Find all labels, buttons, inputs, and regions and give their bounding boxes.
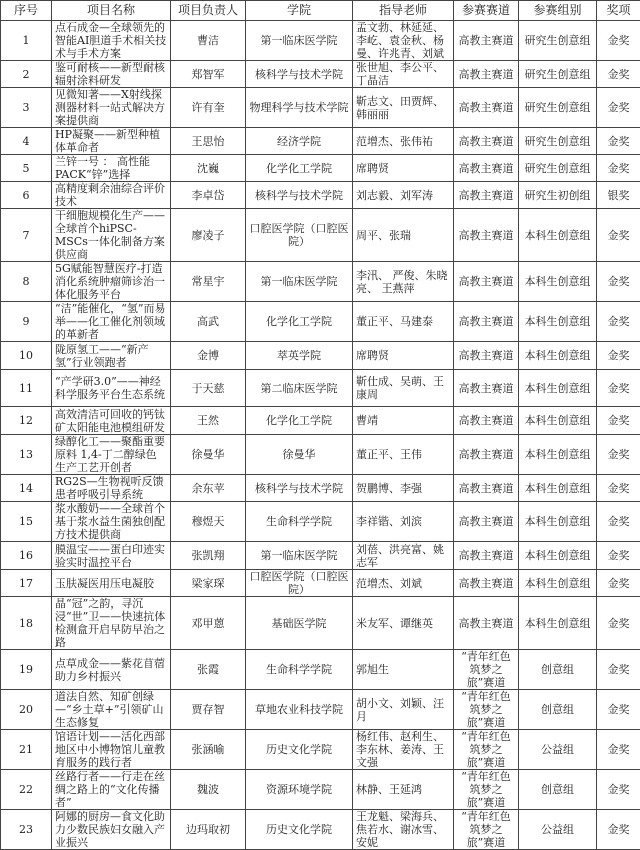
- cell-leader: 余东苹: [171, 475, 246, 502]
- cell-leader: 穆煜天: [171, 502, 246, 542]
- cell-index: 23: [1, 810, 52, 850]
- cell-group: 本科生创意组: [519, 435, 597, 475]
- cell-project-name: 绿醇化工——聚酯重要原料 1,4-丁二醇绿色生产工艺开创者: [52, 435, 171, 475]
- cell-index: 6: [1, 182, 52, 209]
- cell-leader: 金博: [171, 342, 246, 370]
- header-leader: 项目负责人: [171, 1, 246, 21]
- cell-award: 金奖: [597, 302, 640, 342]
- cell-group: 创意组: [519, 650, 597, 690]
- cell-group: 本科生创意组: [519, 302, 597, 342]
- cell-group: 创意组: [519, 770, 597, 810]
- cell-college: 资源环境学院: [246, 770, 353, 810]
- cell-group: 本科生创意组: [519, 597, 597, 650]
- table-row: [1, 542, 640, 570]
- table-row: [1, 502, 640, 542]
- cell-college: 草地农业科技学院: [246, 690, 353, 730]
- cell-track: 高教主赛道: [454, 302, 519, 342]
- cell-leader: 李卓岱: [171, 182, 246, 209]
- cell-leader: 许有奎: [171, 88, 246, 128]
- cell-index: 3: [1, 88, 52, 128]
- cell-college: 历史文化学院: [246, 730, 353, 770]
- cell-college: 基础医学院: [246, 597, 353, 650]
- cell-award: 金奖: [597, 61, 640, 88]
- cell-leader: 沈巍: [171, 155, 246, 182]
- cell-project-name: 道法自然、知矿创绿—“乡土草+”引领矿山生态修复: [52, 690, 171, 730]
- cell-college: 化学化工学院: [246, 155, 353, 182]
- header-project-name: 项目名称: [52, 1, 171, 21]
- cell-advisors: 李祥锴、刘滨: [353, 502, 454, 542]
- cell-college: 徐曼华: [246, 435, 353, 475]
- cell-leader: 王然: [171, 407, 246, 435]
- table-row: [1, 475, 640, 502]
- cell-advisors: 曹靖: [353, 407, 454, 435]
- cell-group: 本科生创意组: [519, 209, 597, 262]
- cell-college: 核科学与技术学院: [246, 475, 353, 502]
- table-row: [1, 302, 640, 342]
- cell-group: 公益组: [519, 730, 597, 770]
- cell-group: 本科生创意组: [519, 342, 597, 370]
- cell-award: 金奖: [597, 128, 640, 155]
- cell-leader: 张霞: [171, 650, 246, 690]
- cell-leader: 张凯翔: [171, 542, 246, 570]
- table-row: [1, 128, 640, 155]
- cell-index: 11: [1, 370, 52, 407]
- cell-project-name: “洁”能催化，“氢”而易举——化工催化剂领域的革新者: [52, 302, 171, 342]
- cell-project-name: 馆语计划——活化西部地区中小博物馆儿童教育服务的践行者: [52, 730, 171, 770]
- table-header-row: [1, 1, 640, 21]
- cell-leader: 郑智军: [171, 61, 246, 88]
- cell-project-name: 玉肤凝医用压电凝胶: [52, 570, 171, 597]
- cell-leader: 王思怡: [171, 128, 246, 155]
- cell-index: 7: [1, 209, 52, 262]
- table-row: [1, 650, 640, 690]
- cell-college: 核科学与技术学院: [246, 61, 353, 88]
- cell-award: 金奖: [597, 407, 640, 435]
- cell-project-name: HP凝聚——新型种植体革命者: [52, 128, 171, 155]
- cell-project-name: 晶“冠”之韵，寻沉浸“世”卫——快速抗体检测盒开启早防早治之路: [52, 597, 171, 650]
- cell-award: 银奖: [597, 182, 640, 209]
- header-track: 参赛赛道: [454, 1, 519, 21]
- cell-college: 核科学与技术学院: [246, 182, 353, 209]
- cell-award: 金奖: [597, 542, 640, 570]
- cell-group: 研究生创意组: [519, 155, 597, 182]
- cell-advisors: 杨红伟、赵利生、李东林、姜涛、王文强: [353, 730, 454, 770]
- cell-leader: 曹洁: [171, 21, 246, 61]
- cell-college: 化学化工学院: [246, 302, 353, 342]
- cell-leader: 于天慈: [171, 370, 246, 407]
- header-group: 参赛组别: [519, 1, 597, 21]
- cell-index: 2: [1, 61, 52, 88]
- cell-project-name: 膜温宝——蛋白印迹实验实时温控平台: [52, 542, 171, 570]
- cell-group: 本科生创意组: [519, 502, 597, 542]
- cell-project-name: 鉴可耐核——新型耐核辐射涂料研发: [52, 61, 171, 88]
- cell-group: 研究生初创组: [519, 182, 597, 209]
- cell-award: 金奖: [597, 730, 640, 770]
- cell-college: 口腔医学院（口腔医院）: [246, 209, 353, 262]
- table-row: [1, 407, 640, 435]
- cell-index: 1: [1, 21, 52, 61]
- cell-project-name: 高精度剩余油综合评价技术: [52, 182, 171, 209]
- cell-project-name: 陇原氢工——“新产氢”行业领跑者: [52, 342, 171, 370]
- cell-award: 金奖: [597, 810, 640, 850]
- cell-advisors: 范增杰、张伟祐: [353, 128, 454, 155]
- cell-track: 高教主赛道: [454, 407, 519, 435]
- cell-track: 高教主赛道: [454, 182, 519, 209]
- cell-project-name: 干细胞规模化生产——全球首个hiPSC-MSCs一体化制备方案供应商: [52, 209, 171, 262]
- cell-track: 高教主赛道: [454, 128, 519, 155]
- cell-track: “青年红色筑梦之旅”赛道: [454, 690, 519, 730]
- cell-advisors: 董正平、马建泰: [353, 302, 454, 342]
- cell-advisors: 席聘贤: [353, 342, 454, 370]
- cell-advisors: 席聘贤: [353, 155, 454, 182]
- cell-group: 公益组: [519, 810, 597, 850]
- cell-award: 金奖: [597, 342, 640, 370]
- cell-track: 高教主赛道: [454, 21, 519, 61]
- cell-track: “青年红色筑梦之旅”赛道: [454, 730, 519, 770]
- table-row: [1, 770, 640, 810]
- cell-index: 10: [1, 342, 52, 370]
- cell-award: 金奖: [597, 475, 640, 502]
- cell-advisors: 林静、王延鸿: [353, 770, 454, 810]
- cell-leader: 贾存智: [171, 690, 246, 730]
- cell-track: 高教主赛道: [454, 342, 519, 370]
- cell-index: 15: [1, 502, 52, 542]
- cell-college: 萃英学院: [246, 342, 353, 370]
- table-row: [1, 182, 640, 209]
- cell-leader: 徐曼华: [171, 435, 246, 475]
- table-row: [1, 262, 640, 302]
- table-row: [1, 88, 640, 128]
- cell-advisors: 刘蓓、洪亮富、姚志军: [353, 542, 454, 570]
- cell-track: 高教主赛道: [454, 262, 519, 302]
- cell-award: 金奖: [597, 209, 640, 262]
- table-row: [1, 209, 640, 262]
- cell-college: 第二临床医学院: [246, 370, 353, 407]
- cell-group: 本科生创意组: [519, 570, 597, 597]
- cell-index: 9: [1, 302, 52, 342]
- cell-track: 高教主赛道: [454, 435, 519, 475]
- cell-index: 18: [1, 597, 52, 650]
- table-row: [1, 435, 640, 475]
- cell-college: 第一临床医学院: [246, 542, 353, 570]
- cell-advisors: 贺鹏博、李强: [353, 475, 454, 502]
- cell-project-name: 5G赋能智慧医疗-打造消化系统肿瘤筛诊治一体化服务平台: [52, 262, 171, 302]
- cell-award: 金奖: [597, 597, 640, 650]
- cell-advisors: 靳志文、田贾辉、韩丽丽: [353, 88, 454, 128]
- table-row: [1, 570, 640, 597]
- cell-advisors: 周平、张瑞: [353, 209, 454, 262]
- cell-index: 12: [1, 407, 52, 435]
- cell-group: 本科生创意组: [519, 262, 597, 302]
- cell-group: 研究生创意组: [519, 88, 597, 128]
- cell-group: 研究生创意组: [519, 128, 597, 155]
- table-row: [1, 342, 640, 370]
- cell-project-name: 点石成金—全球领先的智能AI胆道手术相关技术与手术方案: [52, 21, 171, 61]
- cell-track: “青年红色筑梦之旅”赛道: [454, 810, 519, 850]
- cell-track: 高教主赛道: [454, 542, 519, 570]
- cell-group: 本科生创意组: [519, 542, 597, 570]
- cell-index: 22: [1, 770, 52, 810]
- cell-project-name: 点草成金——紫花苜蓿助力乡村振兴: [52, 650, 171, 690]
- cell-project-name: 兰锌一号 ： 高性能PACK“锌”选择: [52, 155, 171, 182]
- cell-advisors: 董正平、王伟: [353, 435, 454, 475]
- cell-advisors: 郭旭生: [353, 650, 454, 690]
- cell-group: 研究生创意组: [519, 21, 597, 61]
- cell-index: 13: [1, 435, 52, 475]
- cell-college: 化学化工学院: [246, 407, 353, 435]
- cell-track: 高教主赛道: [454, 570, 519, 597]
- cell-college: 口腔医学院（口腔医院）: [246, 570, 353, 597]
- cell-award: 金奖: [597, 690, 640, 730]
- cell-track: “青年红色筑梦之旅”赛道: [454, 770, 519, 810]
- cell-college: 生命科学学院: [246, 650, 353, 690]
- cell-leader: 梁家琛: [171, 570, 246, 597]
- table-row: [1, 597, 640, 650]
- header-advisors: 指导老师: [353, 1, 454, 21]
- cell-advisors: 米友军、谭继英: [353, 597, 454, 650]
- cell-award: 金奖: [597, 570, 640, 597]
- cell-group: 创意组: [519, 690, 597, 730]
- table-row: [1, 155, 640, 182]
- cell-award: 金奖: [597, 370, 640, 407]
- cell-award: 金奖: [597, 155, 640, 182]
- cell-college: 历史文化学院: [246, 810, 353, 850]
- cell-award: 金奖: [597, 650, 640, 690]
- cell-track: 高教主赛道: [454, 61, 519, 88]
- cell-track: 高教主赛道: [454, 88, 519, 128]
- cell-award: 金奖: [597, 435, 640, 475]
- cell-index: 4: [1, 128, 52, 155]
- cell-college: 物理科学与技术学院: [246, 88, 353, 128]
- cell-leader: 高武: [171, 302, 246, 342]
- cell-track: 高教主赛道: [454, 209, 519, 262]
- cell-group: 研究生创意组: [519, 61, 597, 88]
- cell-index: 20: [1, 690, 52, 730]
- cell-advisors: 孟文勃、林延延、李屹、袁金秋、杨曼、许兆青、刘斌: [353, 21, 454, 61]
- cell-leader: 魏波: [171, 770, 246, 810]
- table-row: [1, 61, 640, 88]
- cell-advisors: 胡小文、刘颖、汪月: [353, 690, 454, 730]
- cell-leader: 边玛取初: [171, 810, 246, 850]
- cell-project-name: 浆水酸奶——全球首个基于浆水益生菌独创配方技术提供商: [52, 502, 171, 542]
- table-row: [1, 370, 640, 407]
- cell-award: 金奖: [597, 21, 640, 61]
- cell-advisors: 靳仕成、吴萌、王康周: [353, 370, 454, 407]
- cell-leader: 张涵喻: [171, 730, 246, 770]
- header-college: 学院: [246, 1, 353, 21]
- cell-track: 高教主赛道: [454, 475, 519, 502]
- cell-award: 金奖: [597, 88, 640, 128]
- cell-advisors: 刘志毅、刘军涛: [353, 182, 454, 209]
- cell-leader: 邓甲蒽: [171, 597, 246, 650]
- cell-project-name: 见微知著——X射线探测器材料一站式解决方案提供商: [52, 88, 171, 128]
- table-row: [1, 730, 640, 770]
- cell-project-name: “产学研3.0”——神经科学服务平台生态系统: [52, 370, 171, 407]
- table-row: [1, 690, 640, 730]
- cell-index: 16: [1, 542, 52, 570]
- cell-track: 高教主赛道: [454, 155, 519, 182]
- cell-index: 19: [1, 650, 52, 690]
- cell-track: 高教主赛道: [454, 502, 519, 542]
- cell-advisors: 李汛、 严俊、朱晓亮、 王燕萍: [353, 262, 454, 302]
- cell-project-name: RG2S—生物视听反馈患者呼吸引导系统: [52, 475, 171, 502]
- cell-index: 14: [1, 475, 52, 502]
- cell-index: 17: [1, 570, 52, 597]
- cell-leader: 廖凌子: [171, 209, 246, 262]
- cell-index: 5: [1, 155, 52, 182]
- header-index: 序号: [1, 1, 52, 21]
- cell-track: “青年红色筑梦之旅”赛道: [454, 650, 519, 690]
- cell-group: 本科生创意组: [519, 475, 597, 502]
- cell-college: 第一临床医学院: [246, 262, 353, 302]
- cell-advisors: 王龙魁、梁海兵、焦若水、谢冰雪、安妮: [353, 810, 454, 850]
- cell-project-name: 高效清洁可回收的钙钛矿太阳能电池模组研发: [52, 407, 171, 435]
- cell-group: 本科生创意组: [519, 407, 597, 435]
- cell-track: 高教主赛道: [454, 597, 519, 650]
- table-row: [1, 21, 640, 61]
- cell-award: 金奖: [597, 502, 640, 542]
- cell-index: 21: [1, 730, 52, 770]
- cell-advisors: 范增杰、刘斌: [353, 570, 454, 597]
- cell-group: 本科生创意组: [519, 370, 597, 407]
- cell-leader: 常星宇: [171, 262, 246, 302]
- header-award: 奖项: [597, 1, 640, 21]
- cell-project-name: 阿娜的厨房—食文化助力少数民族妇女融入产业振兴: [52, 810, 171, 850]
- cell-college: 生命科学学院: [246, 502, 353, 542]
- cell-award: 金奖: [597, 262, 640, 302]
- cell-index: 8: [1, 262, 52, 302]
- cell-project-name: 丝路行者——行走在丝绸之路上的“文化传播者”: [52, 770, 171, 810]
- cell-advisors: 张世旭、李公平、丁晶洁: [353, 61, 454, 88]
- cell-college: 经济学院: [246, 128, 353, 155]
- cell-college: 第一临床医学院: [246, 21, 353, 61]
- cell-award: 金奖: [597, 770, 640, 810]
- cell-track: 高教主赛道: [454, 370, 519, 407]
